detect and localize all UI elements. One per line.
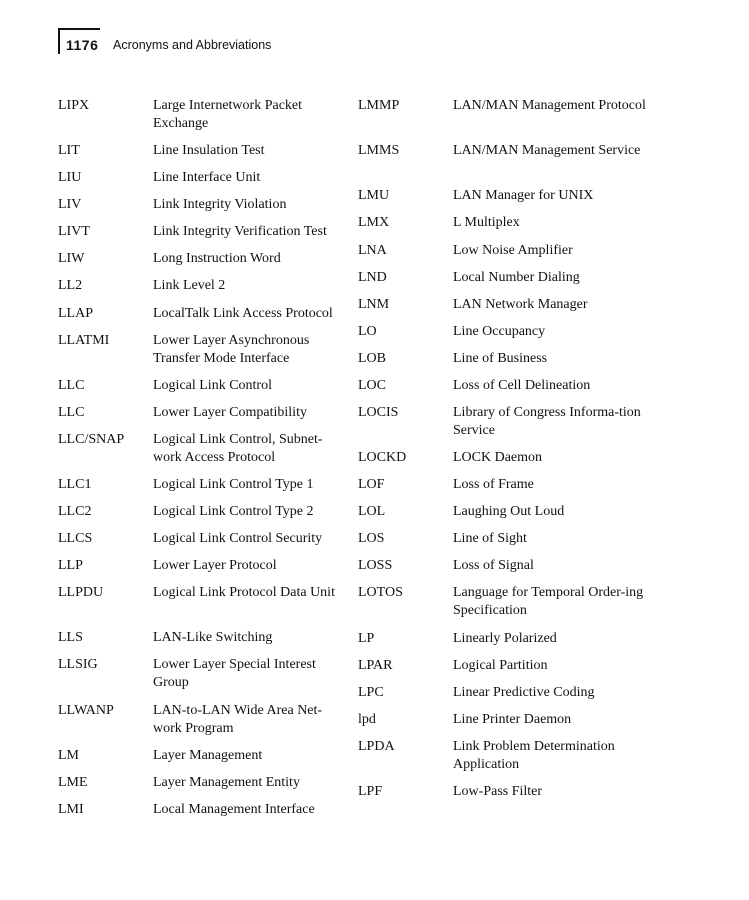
entry-abbreviation: LPDA [358, 739, 395, 754]
entry-definition: Linearly Polarized [453, 631, 557, 646]
entry-definition: LAN Network Manager [453, 297, 588, 312]
entry-abbreviation: LMX [358, 215, 390, 230]
page-number: 1176 [66, 37, 99, 53]
entry-definition: Layer Management [153, 748, 263, 763]
entry-abbreviation: LLC [58, 405, 85, 420]
entry-abbreviation: LLC1 [58, 477, 92, 492]
entry-definition: LAN/MAN Management Protocol [453, 98, 646, 113]
entry-definition: LAN-to-LAN Wide Area Net-work Program [153, 703, 323, 736]
entry-abbreviation: LLSIG [58, 657, 98, 672]
entry-abbreviation: LLC [58, 378, 85, 393]
entry-definition: Local Number Dialing [453, 270, 580, 285]
entry-abbreviation: LLPDU [58, 585, 104, 600]
entry-definition: LAN Manager for UNIX [453, 188, 594, 203]
entry-abbreviation: LOL [358, 504, 386, 519]
header-rule-vertical [58, 28, 60, 54]
entry-abbreviation: LOF [358, 477, 385, 492]
entry-definition: Language for Temporal Order-ing Specification [453, 585, 644, 618]
entry-definition: Logical Link Protocol Data Unit [153, 585, 335, 600]
entry-abbreviation: LOS [358, 531, 385, 546]
entry-definition: Lower Layer Special Interest Group [153, 657, 316, 690]
entry-abbreviation: LPF [358, 784, 383, 799]
entry-definition: Loss of Signal [453, 558, 534, 573]
entry-abbreviation: LNM [358, 297, 390, 312]
entry-abbreviation: LOC [358, 378, 386, 393]
entry-definition: Line Insulation Test [153, 143, 265, 158]
entry-definition: Layer Management Entity [153, 775, 300, 790]
entry-abbreviation: LL2 [58, 278, 83, 293]
entry-definition: Link Integrity Violation [153, 197, 287, 212]
entry-definition: Linear Predictive Coding [453, 685, 595, 700]
entry-abbreviation: LOB [358, 351, 386, 366]
entry-abbreviation: LIW [58, 251, 85, 266]
entry-abbreviation: LLCS [58, 531, 93, 546]
entry-abbreviation: LM [58, 748, 79, 763]
entry-definition: LAN/MAN Management Service [453, 143, 641, 158]
entry-definition: Link Level 2 [153, 278, 226, 293]
entry-definition: LocalTalk Link Access Protocol [153, 306, 333, 321]
entry-abbreviation: LPC [358, 685, 384, 700]
entry-definition: Laughing Out Loud [453, 504, 565, 519]
entry-definition: Logical Link Control [153, 378, 272, 393]
entry-definition: Lower Layer Compatibility [153, 405, 307, 420]
entry-abbreviation: LP [358, 631, 375, 646]
entry-definition: Link Integrity Verification Test [153, 224, 327, 239]
entry-abbreviation: LMI [58, 802, 84, 817]
entry-definition: L Multiplex [453, 215, 520, 230]
entry-abbreviation: LPAR [358, 658, 393, 673]
entry-definition: Logical Link Control, Subnet-work Access Protocol [153, 432, 323, 465]
entry-definition: Link Problem Determination Application [453, 739, 615, 772]
entry-abbreviation: LIVT [58, 224, 90, 239]
entry-abbreviation: LIV [58, 197, 82, 212]
entry-definition: Logical Link Control Type 2 [153, 504, 314, 519]
entry-abbreviation: LIPX [58, 98, 90, 113]
entry-abbreviation: LOTOS [358, 585, 403, 600]
entry-abbreviation: LLAP [58, 306, 93, 321]
header-rule-horizontal [58, 28, 100, 30]
entry-definition: Lower Layer Asynchronous Transfer Mode Interface [153, 333, 310, 366]
entry-abbreviation: LMMP [358, 98, 400, 113]
entry-abbreviation: LLWANP [58, 703, 114, 718]
entry-abbreviation: LLATMI [58, 333, 110, 348]
entry-definition: Logical Link Control Type 1 [153, 477, 314, 492]
entry-abbreviation: LME [58, 775, 88, 790]
entry-definition: LOCK Daemon [453, 450, 543, 465]
entry-abbreviation: LOCIS [358, 405, 399, 420]
entry-abbreviation: LMU [358, 188, 390, 203]
entry-abbreviation: LIT [58, 143, 80, 158]
entry-abbreviation: LOSS [358, 558, 393, 573]
entry-abbreviation: LLP [58, 558, 83, 573]
entry-definition: Line of Business [453, 351, 548, 366]
entry-abbreviation: LLS [58, 630, 83, 645]
entry-definition: Local Management Interface [153, 802, 315, 817]
entry-definition: Logical Partition [453, 658, 548, 673]
running-title: Acronyms and Abbreviations [113, 38, 272, 52]
entry-abbreviation: LLC/SNAP [58, 432, 125, 447]
entry-abbreviation: LNA [358, 243, 387, 258]
entry-definition: Line Printer Daemon [453, 712, 572, 727]
entry-definition: LAN-Like Switching [153, 630, 273, 645]
entry-abbreviation: LMMS [358, 143, 400, 158]
entry-abbreviation: LO [358, 324, 377, 339]
entry-definition: Logical Link Control Security [153, 531, 323, 546]
entry-definition: Lower Layer Protocol [153, 558, 277, 573]
entry-definition: Loss of Cell Delineation [453, 378, 591, 393]
entry-definition: Library of Congress Informa-tion Service [453, 405, 641, 438]
entry-abbreviation: LLC2 [58, 504, 92, 519]
entry-definition: Low-Pass Filter [453, 784, 543, 799]
entry-definition: Line Interface Unit [153, 170, 261, 185]
entry-abbreviation: lpd [358, 712, 376, 727]
entry-abbreviation: LND [358, 270, 387, 285]
entry-abbreviation: LOCKD [358, 450, 407, 465]
entry-abbreviation: LIU [58, 170, 82, 185]
entry-definition: Line of Sight [453, 531, 527, 546]
entry-definition: Long Instruction Word [153, 251, 281, 266]
entry-definition: Loss of Frame [453, 477, 534, 492]
entry-definition: Line Occupancy [453, 324, 546, 339]
entry-definition: Large Internetwork Packet Exchange [153, 98, 303, 131]
entry-definition: Low Noise Amplifier [453, 243, 573, 258]
